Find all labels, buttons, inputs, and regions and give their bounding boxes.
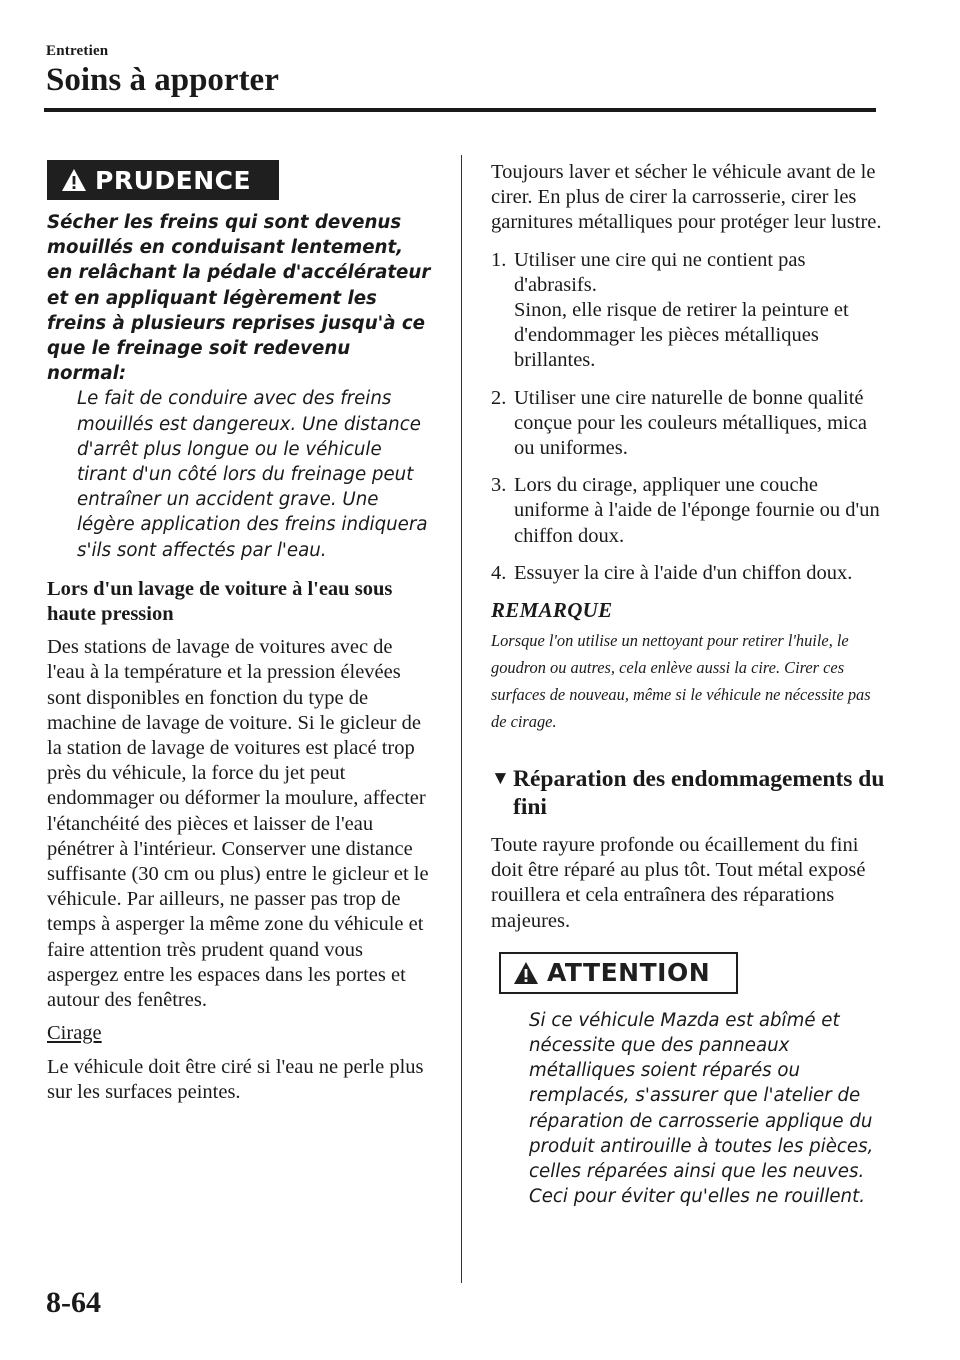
triangle-down-icon: ▼ bbox=[491, 768, 510, 790]
waxing-heading: Cirage bbox=[47, 1022, 102, 1045]
waxing-intro-text: Toujours laver et sécher le véhicule avant de le cirer. En plus de cirer la carrosserie, cirer les garnitures métalliques pour protéger leur lustre. bbox=[491, 161, 882, 234]
page-title: Soins à apporter bbox=[46, 62, 279, 98]
repair-section-heading bbox=[491, 765, 886, 821]
caution-detail-text: Le fait de conduire avec des freins mouillés est dangereux. Une distance d'arrêt plus longue ou le véhicule tirant d'un côté lors du freinage peut entraîner un accident grave. Une légère application des freins indiquera s'ils sont affectés par l'eau. bbox=[77, 388, 428, 561]
step-text: Lors du cirage, appliquer une couche uniforme à l'aide de l'éponge fournie ou d'un chiffon doux. bbox=[514, 474, 880, 547]
list-item bbox=[491, 473, 886, 549]
repair-text: Toute rayure profonde ou écaillement du fini doit être réparé au plus tôt. Tout métal exposé rouillera et cela entraînera des réparations majeures. bbox=[491, 834, 866, 932]
caution-banner-label: PRUDENCE bbox=[95, 165, 252, 195]
attention-text: Si ce véhicule Mazda est abîmé et nécessite que des panneaux métalliques soient réparés ou remplacés, s'assurer que l'atelier de réparation de carrosserie applique du produit antirouille à toutes les pièces, celles réparées ainsi que les neuves. Ceci pour éviter qu'elles ne rouillent. bbox=[529, 1009, 874, 1208]
list-item bbox=[491, 386, 886, 462]
caution-lead-text: Sécher les freins qui sont devenus mouillés en conduisant lentement, en relâchant la pédale d'accélérateur et en appliquant légèrement les freins à plusieurs reprises jusqu'à ce que le freinage soit redevenu normal: bbox=[47, 212, 431, 385]
attention-banner bbox=[499, 952, 738, 994]
header-rule bbox=[44, 108, 876, 112]
note-label: REMARQUE bbox=[491, 598, 613, 623]
note-text: Lorsque l'on utilise un nettoyant pour retirer l'huile, le goudron ou autres, cela enlève aussi la cire. Cirer ces surfaces de nouveau, même si le véhicule ne nécessite pas de cirage. bbox=[491, 631, 871, 732]
pressure-wash-heading: Lors d'un lavage de voiture à l'eau sous haute pression bbox=[47, 577, 393, 626]
list-item bbox=[491, 561, 886, 586]
caution-banner bbox=[47, 160, 279, 200]
attention-banner-label: ATTENTION bbox=[547, 958, 711, 988]
step-number: 4. bbox=[491, 561, 507, 584]
step-text: Essuyer la cire à l'aide d'un chiffon doux. bbox=[514, 561, 853, 584]
list-item bbox=[491, 248, 886, 374]
step-text: Utiliser une cire naturelle de bonne qualité conçue pour les couleurs métalliques, mica ou uniformes. bbox=[514, 386, 867, 460]
pressure-wash-text: Des stations de lavage de voitures avec de l'eau à la température et la pression élevées sont disponibles en fonction du type de machine de lavage de voiture. Si le gicleur de la station de lavage de voitures est placé trop près du véhicule, la force du jet peut endommager ou déformer la moulure, affecter l'étanchéité des pièces et laisser de l'eau pénétrer à l'intérieur. Conserver une distance suffisante (30 cm ou plus) entre le gicleur et le véhicule. Par ailleurs, ne passer pas trop de temps à asperger la même zone du véhicule et faire attention très prudent quand vous aspergez entre les espaces dans les portes et autour des fenêtres. bbox=[47, 636, 429, 1012]
column-divider bbox=[461, 155, 462, 1283]
attention-block bbox=[499, 952, 886, 1210]
waxing-text: Le véhicule doit être ciré si l'eau ne perle plus sur les surfaces peintes. bbox=[47, 1055, 424, 1103]
section-label: Entretien bbox=[46, 43, 109, 59]
step-number: 3. bbox=[491, 474, 507, 497]
warning-icon bbox=[513, 961, 539, 985]
right-column bbox=[491, 160, 886, 1209]
left-column bbox=[47, 160, 433, 1105]
warning-icon bbox=[61, 168, 87, 192]
step-number: 1. bbox=[491, 248, 507, 271]
waxing-steps-list bbox=[491, 248, 886, 586]
step-text: Utiliser une cire qui ne contient pas d'abrasifs. Sinon, elle risque de retirer la peinture et d'endommager les pièces métalliques brillantes. bbox=[514, 248, 849, 372]
page-number: 8-64 bbox=[46, 1286, 101, 1319]
step-number: 2. bbox=[491, 386, 507, 409]
repair-heading-label: Réparation des endommagements du fini bbox=[513, 766, 885, 821]
